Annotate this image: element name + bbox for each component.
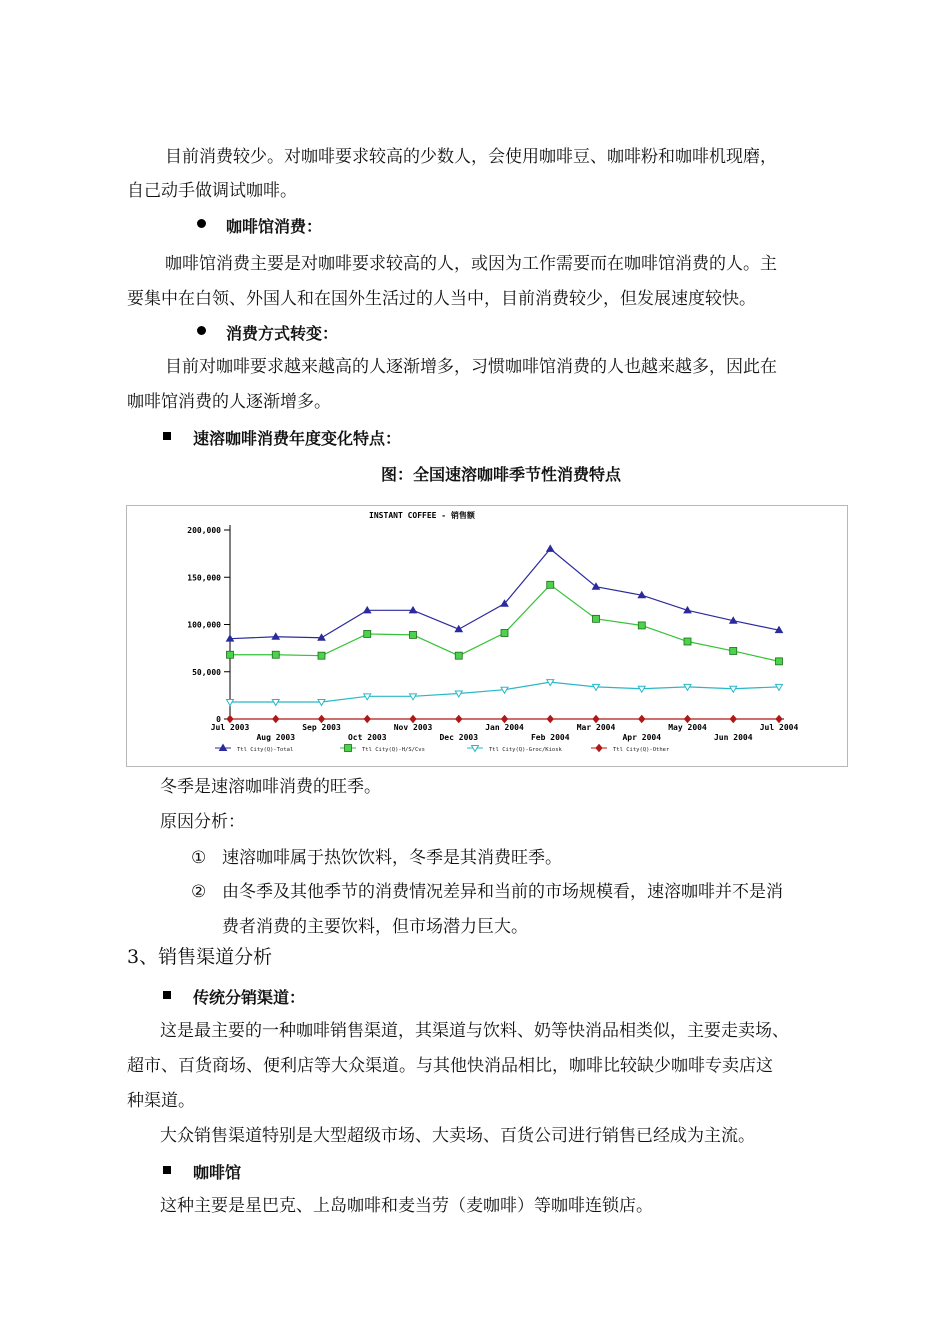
data-point — [364, 716, 370, 723]
chart-title: INSTANT COFFEE - 销售额 — [369, 511, 475, 520]
paragraph-1-line-1: 目前消费较少。对咖啡要求较高的少数人，会使用咖啡豆、咖啡粉和咖啡机现磨， — [165, 147, 777, 167]
chart-svg — [127, 506, 847, 766]
legend-label: Ttl City(Q)-Other — [613, 747, 670, 753]
data-point — [273, 716, 279, 723]
data-point — [319, 716, 325, 723]
series-3 — [227, 680, 783, 706]
paragraph-3-line-1: 目前对咖啡要求越来越高的人逐渐增多，习惯咖啡馆消费的人也越来越多，因此在 — [165, 357, 777, 377]
data-point — [730, 647, 737, 654]
section-traditional-channel: 传统分销渠道： — [193, 988, 306, 1007]
data-point — [638, 686, 645, 692]
paragraph-2-line-2: 要集中在白领、外国人和在国外生活过的人当中，目前消费较少，但发展速度较快。 — [127, 289, 756, 309]
paragraph-2-line-1: 咖啡馆消费主要是对咖啡要求较高的人，或因为工作需要而在咖啡馆消费的人。主 — [165, 254, 777, 274]
x-tick-label: Aug 2003 — [256, 733, 296, 742]
legend-label: Ttl City(Q)-H/S/Cvs — [362, 747, 425, 753]
bullet-square-icon — [163, 991, 171, 999]
y-tick-labels — [187, 526, 230, 724]
series-line — [230, 585, 779, 662]
x-tick-label: Feb 2004 — [530, 733, 570, 742]
data-point — [596, 745, 602, 752]
data-point — [410, 631, 417, 638]
data-point — [684, 638, 691, 645]
y-tick-label: 0 — [216, 715, 221, 724]
data-point — [345, 745, 352, 752]
data-point — [227, 651, 234, 658]
section-heading-3: 3、销售渠道分析 — [127, 946, 273, 968]
data-point — [547, 545, 554, 551]
data-point — [501, 630, 508, 637]
series-4 — [227, 716, 782, 723]
paragraph-4-line-3: 种渠道。 — [127, 1091, 195, 1111]
x-tick-label: Dec 2003 — [439, 733, 479, 742]
paragraph-3-line-2: 咖啡馆消费的人逐渐增多。 — [127, 392, 331, 412]
data-point — [638, 622, 645, 629]
y-tick-label: 150,000 — [187, 573, 221, 583]
data-point — [685, 716, 691, 723]
data-point — [318, 652, 325, 659]
data-point — [730, 716, 736, 723]
paragraph-1-line-2: 自己动手做调试咖啡。 — [127, 181, 297, 201]
bullet-dot-icon — [197, 326, 206, 335]
paragraph-4-line-2: 超市、百货商场、便利店等大众渠道。与其他快消品相比，咖啡比较缺少咖啡专卖店这 — [127, 1056, 773, 1076]
data-point — [272, 651, 279, 658]
paragraph-4-line-1: 这是最主要的一种咖啡销售渠道，其渠道与饮料、奶等快消品相类似，主要走卖场、 — [160, 1021, 789, 1041]
figure-caption: 图：全国速溶咖啡季节性消费特点 — [381, 465, 622, 484]
data-point — [547, 581, 554, 588]
data-point — [776, 716, 782, 723]
data-point — [456, 716, 462, 723]
y-tick-label: 50,000 — [192, 667, 221, 677]
series-group — [227, 545, 783, 722]
data-point — [730, 686, 737, 692]
data-point — [593, 615, 600, 622]
x-tick-label: Apr 2004 — [622, 733, 662, 742]
reason-2-number: ② — [191, 882, 207, 902]
reason-2-line-2: 费者消费的主要饮料，但市场潜力巨大。 — [222, 917, 528, 937]
x-tick-label: Jul 2004 — [759, 723, 799, 732]
x-tick-label: Oct 2003 — [347, 733, 387, 742]
reason-1-number: ① — [191, 848, 207, 868]
series-line — [230, 549, 779, 639]
reason-1-text: 速溶咖啡属于热饮饮料，冬季是其消费旺季。 — [222, 848, 562, 868]
data-point — [455, 652, 462, 659]
section-instant-coffee: 速溶咖啡消费年度变化特点： — [193, 429, 402, 448]
chart-legend — [215, 745, 670, 754]
bullet-consumption-shift: 消费方式转变： — [226, 324, 339, 343]
data-point — [639, 716, 645, 723]
legend-label: Ttl City(Q)-Total — [237, 747, 294, 753]
y-tick-label: 100,000 — [187, 620, 221, 630]
bullet-dot-icon — [197, 219, 206, 228]
data-point — [410, 716, 416, 723]
data-point — [547, 716, 553, 723]
data-point — [593, 716, 599, 723]
y-tick-label: 200,000 — [187, 526, 221, 535]
bullet-square-icon — [163, 1166, 171, 1174]
x-tick-label: Jul 2003 — [210, 723, 250, 732]
paragraph-6: 这种主要是星巴克、上岛咖啡和麦当劳（麦咖啡）等咖啡连锁店。 — [160, 1196, 653, 1216]
bullet-square-icon — [163, 432, 171, 440]
data-point — [364, 630, 371, 637]
paragraph-5: 大众销售渠道特别是大型超级市场、大卖场、百货公司进行销售已经成为主流。 — [160, 1126, 755, 1146]
x-tick-label: Jun 2004 — [713, 733, 753, 742]
winter-peak-text: 冬季是速溶咖啡消费的旺季。 — [160, 777, 381, 797]
data-point — [502, 716, 508, 723]
bullet-cafe-consumption: 咖啡馆消费： — [226, 217, 323, 236]
x-tick-label: Jan 2004 — [485, 723, 524, 732]
reason-2-line-1: 由冬季及其他季节的消费情况差异和当前的市场规模看，速溶咖啡并不是消 — [222, 882, 783, 902]
x-tick-label: Mar 2004 — [576, 723, 616, 732]
instant-coffee-chart — [126, 505, 848, 767]
legend-label: Ttl City(Q)-Groc/Kiosk — [489, 747, 562, 753]
x-tick-label: Sep 2003 — [302, 723, 341, 732]
section-cafe: 咖啡馆 — [193, 1163, 242, 1182]
data-point — [776, 658, 783, 665]
x-tick-label: May 2004 — [668, 723, 707, 732]
x-tick-label: Nov 2003 — [393, 723, 433, 732]
series-1 — [227, 545, 783, 641]
reason-analysis-label: 原因分析： — [160, 812, 245, 832]
series-2 — [227, 581, 783, 665]
data-point — [227, 716, 233, 723]
